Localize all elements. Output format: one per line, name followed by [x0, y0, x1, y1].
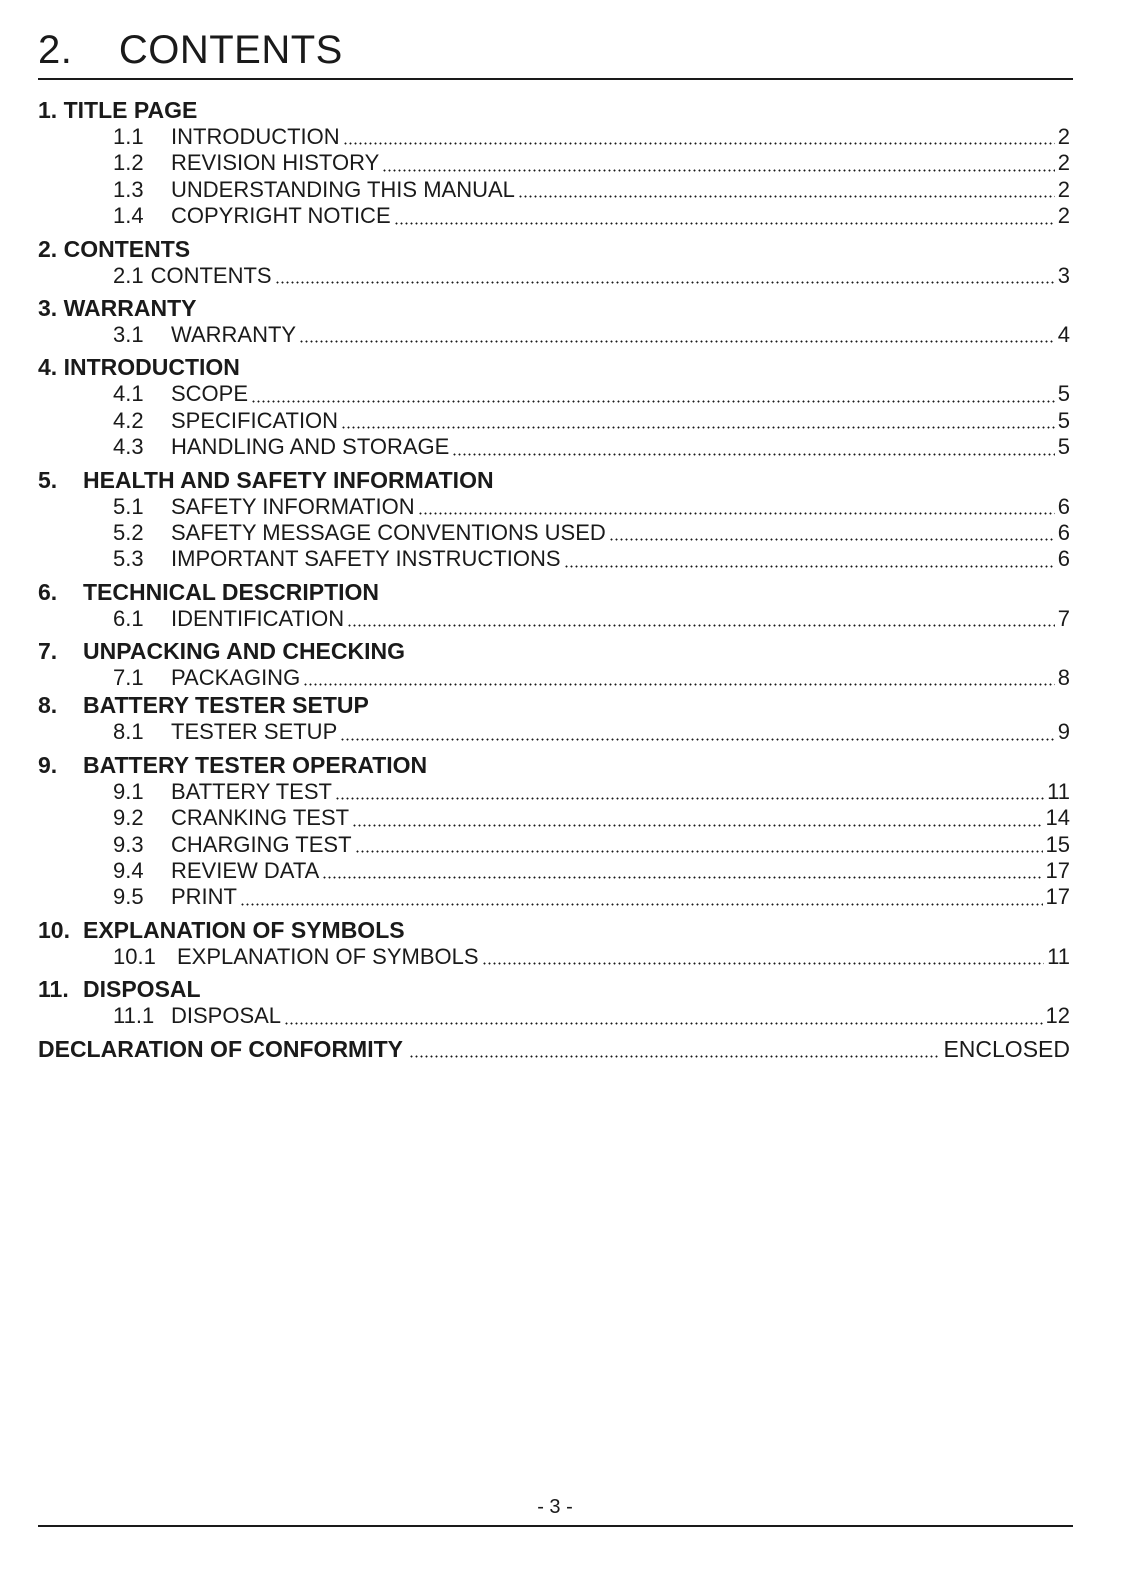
toc-entry[interactable] [38, 381, 1070, 407]
entry-number: 1.4 [113, 203, 144, 229]
toc-section [38, 578, 1070, 632]
entry-title: EXPLANATION OF SYMBOLS [177, 943, 479, 969]
entry-page: 6 [1057, 519, 1070, 545]
section-heading [38, 466, 1070, 494]
entry-number: 3.1 [113, 321, 144, 347]
dot-leader [240, 886, 1043, 906]
entry-page: 9 [1057, 719, 1070, 745]
section-title: HEALTH AND SAFETY INFORMATION [83, 466, 494, 493]
entry-page: 5 [1057, 381, 1070, 407]
entry-title: SCOPE [171, 381, 249, 407]
toc-entry[interactable] [38, 408, 1070, 434]
entry-title: SPECIFICATION [171, 407, 339, 433]
dot-leader [299, 323, 1055, 343]
toc-entry[interactable] [38, 1003, 1070, 1029]
toc-entry[interactable] [38, 263, 1070, 289]
dot-leader [251, 383, 1055, 403]
entry-number: 2.1 [113, 262, 144, 288]
toc-entry[interactable] [38, 322, 1070, 348]
page-number: - 3 - [537, 1496, 573, 1518]
toc-section [38, 235, 1070, 289]
entry-page: 15 [1045, 831, 1070, 857]
entry-number: 10.1 [113, 943, 156, 969]
dot-leader [347, 607, 1055, 627]
toc-entry[interactable] [38, 546, 1070, 572]
entry-title: PACKAGING [171, 665, 301, 691]
toc-entry[interactable] [38, 150, 1070, 176]
toc-entry[interactable] [38, 124, 1070, 150]
toc-entry[interactable] [38, 665, 1070, 691]
title-divider [38, 78, 1073, 80]
entry-title: IDENTIFICATION [171, 605, 345, 631]
page-title-number: 2. [38, 28, 73, 72]
toc-section [38, 916, 1070, 970]
entry-title: CHARGING TEST [171, 831, 352, 857]
entry-number: 7.1 [113, 665, 144, 691]
toc-entry[interactable] [38, 805, 1070, 831]
dot-leader [564, 548, 1055, 568]
dot-leader [275, 264, 1055, 284]
toc-entry[interactable] [38, 832, 1070, 858]
section-title: UNPACKING AND CHECKING [83, 638, 405, 665]
entry-title: TESTER SETUP [171, 719, 338, 745]
entry-page: 2 [1057, 124, 1070, 149]
toc-entry[interactable] [38, 494, 1070, 520]
section-heading [38, 916, 1070, 944]
entry-page: 2 [1057, 150, 1070, 176]
dot-leader [609, 521, 1055, 541]
entry-number: 9.4 [113, 858, 144, 884]
section-heading [38, 751, 1070, 779]
declaration-page: ENCLOSED [943, 1035, 1070, 1062]
entry-number: 9.5 [113, 884, 144, 910]
entry-number: 1.2 [113, 150, 144, 176]
toc-entry[interactable] [38, 520, 1070, 546]
section-title: TITLE PAGE [63, 97, 198, 123]
section-number: 6. [38, 578, 58, 605]
dot-leader [335, 780, 1044, 800]
dot-leader [482, 945, 1045, 965]
toc-entry[interactable] [38, 203, 1070, 229]
entry-title: PRINT [171, 884, 237, 910]
section-title: WARRANTY [63, 294, 197, 321]
entry-title: INTRODUCTION [171, 124, 340, 149]
section-number: 10. [38, 916, 70, 943]
section-heading [38, 975, 1070, 1003]
section-title: EXPLANATION OF SYMBOLS [83, 916, 405, 943]
entry-page: 6 [1057, 493, 1070, 519]
entry-title: DISPOSAL [171, 1003, 282, 1029]
entry-title: SAFETY MESSAGE CONVENTIONS USED [171, 519, 606, 545]
entry-number: 5.1 [113, 493, 144, 519]
dot-leader [394, 205, 1055, 225]
dot-leader [418, 495, 1055, 515]
dot-leader [322, 859, 1042, 879]
section-title: DISPOSAL [83, 976, 201, 1003]
entry-title: COPYRIGHT NOTICE [171, 203, 391, 229]
entry-number: 8.1 [113, 719, 144, 745]
footer-divider [38, 1525, 1073, 1527]
toc-entry[interactable] [38, 884, 1070, 910]
toc-section [38, 353, 1070, 460]
entry-title: UNDERSTANDING THIS MANUAL [171, 176, 515, 202]
section-title: TECHNICAL DESCRIPTION [83, 578, 380, 605]
toc-entry[interactable] [38, 177, 1070, 203]
entry-page: 17 [1045, 858, 1070, 884]
toc-entry[interactable] [38, 719, 1070, 745]
section-number: 4. [38, 354, 58, 381]
section-number: 1. [38, 97, 58, 123]
toc-entry[interactable] [38, 944, 1070, 970]
entry-number: 9.2 [113, 805, 144, 831]
entry-page: 2 [1057, 203, 1070, 229]
entry-page: 11 [1047, 778, 1070, 804]
entry-title: BATTERY TEST [171, 778, 332, 804]
section-number: 7. [38, 638, 58, 665]
entry-number: 9.3 [113, 831, 144, 857]
section-title: CONTENTS [63, 235, 191, 262]
section-number: 2. [38, 235, 58, 262]
entry-title: HANDLING AND STORAGE [171, 434, 450, 460]
entry-page: 2 [1057, 176, 1070, 202]
entry-number: 4.2 [113, 407, 144, 433]
section-heading [38, 637, 1070, 665]
section-heading [38, 96, 1070, 124]
section-number: 8. [38, 692, 58, 719]
entry-title: REVIEW DATA [171, 858, 320, 884]
entry-page: 3 [1057, 262, 1070, 288]
entry-page: 4 [1057, 321, 1070, 347]
declaration-title: DECLARATION OF CONFORMITY [38, 1035, 403, 1062]
section-title: BATTERY TESTER OPERATION [83, 751, 428, 778]
dot-leader [284, 1005, 1042, 1025]
entry-title: REVISION HISTORY [171, 150, 380, 176]
entry-title: IMPORTANT SAFETY INSTRUCTIONS [171, 546, 561, 572]
dot-leader [341, 409, 1055, 429]
entry-number: 5.3 [113, 546, 144, 572]
page-title [38, 26, 343, 74]
section-heading [38, 691, 1070, 719]
toc-section [38, 751, 1070, 911]
entry-number: 1.3 [113, 176, 144, 202]
section-number: 3. [38, 294, 58, 321]
entry-title: WARRANTY [171, 321, 297, 347]
dot-leader [355, 833, 1043, 853]
dot-leader [340, 721, 1055, 741]
declaration-entry[interactable] [38, 1034, 1070, 1064]
section-number: 9. [38, 751, 58, 778]
entry-page: 14 [1045, 805, 1070, 831]
entry-title: CRANKING TEST [171, 805, 350, 831]
entry-page: 5 [1057, 407, 1070, 433]
dot-leader [518, 178, 1055, 198]
toc-entry[interactable] [38, 606, 1070, 632]
toc-section [38, 294, 1070, 348]
section-number: 11. [38, 976, 69, 1003]
entry-title: SAFETY INFORMATION [171, 493, 415, 519]
entry-page: 5 [1057, 434, 1070, 460]
section-number: 5. [38, 466, 58, 493]
entry-page: 6 [1057, 546, 1070, 572]
entry-page: 17 [1045, 884, 1070, 910]
toc-section [38, 466, 1070, 573]
entry-page: 11 [1047, 943, 1070, 969]
toc-section [38, 96, 1070, 230]
entry-page: 7 [1057, 605, 1070, 631]
dot-leader [452, 436, 1054, 456]
toc-entry[interactable] [38, 858, 1070, 884]
entry-title: CONTENTS [150, 262, 272, 288]
toc-section [38, 637, 1070, 691]
entry-number: 9.1 [113, 778, 144, 804]
entry-number: 5.2 [113, 519, 144, 545]
toc-entry[interactable] [38, 779, 1070, 805]
dot-leader [409, 1038, 939, 1058]
section-title: INTRODUCTION [63, 354, 240, 381]
section-heading [38, 353, 1070, 381]
entry-page: 12 [1045, 1003, 1070, 1029]
entry-number: 1.1 [113, 124, 144, 149]
entry-number: 4.1 [113, 381, 144, 407]
entry-page: 8 [1057, 665, 1070, 691]
section-heading [38, 294, 1070, 322]
entry-number: 4.3 [113, 434, 144, 460]
dot-leader [352, 807, 1042, 827]
section-title: BATTERY TESTER SETUP [83, 692, 369, 719]
entry-number: 6.1 [113, 605, 144, 631]
dot-leader [343, 125, 1055, 145]
page-title-text: CONTENTS [118, 28, 343, 72]
section-heading [38, 235, 1070, 263]
toc-section [38, 691, 1070, 745]
table-of-contents [38, 96, 1070, 1064]
dot-leader [303, 666, 1055, 686]
toc-section [38, 975, 1070, 1029]
toc-entry[interactable] [38, 434, 1070, 460]
section-heading [38, 578, 1070, 606]
dot-leader [382, 152, 1055, 172]
entry-number: 11.1 [113, 1003, 155, 1029]
